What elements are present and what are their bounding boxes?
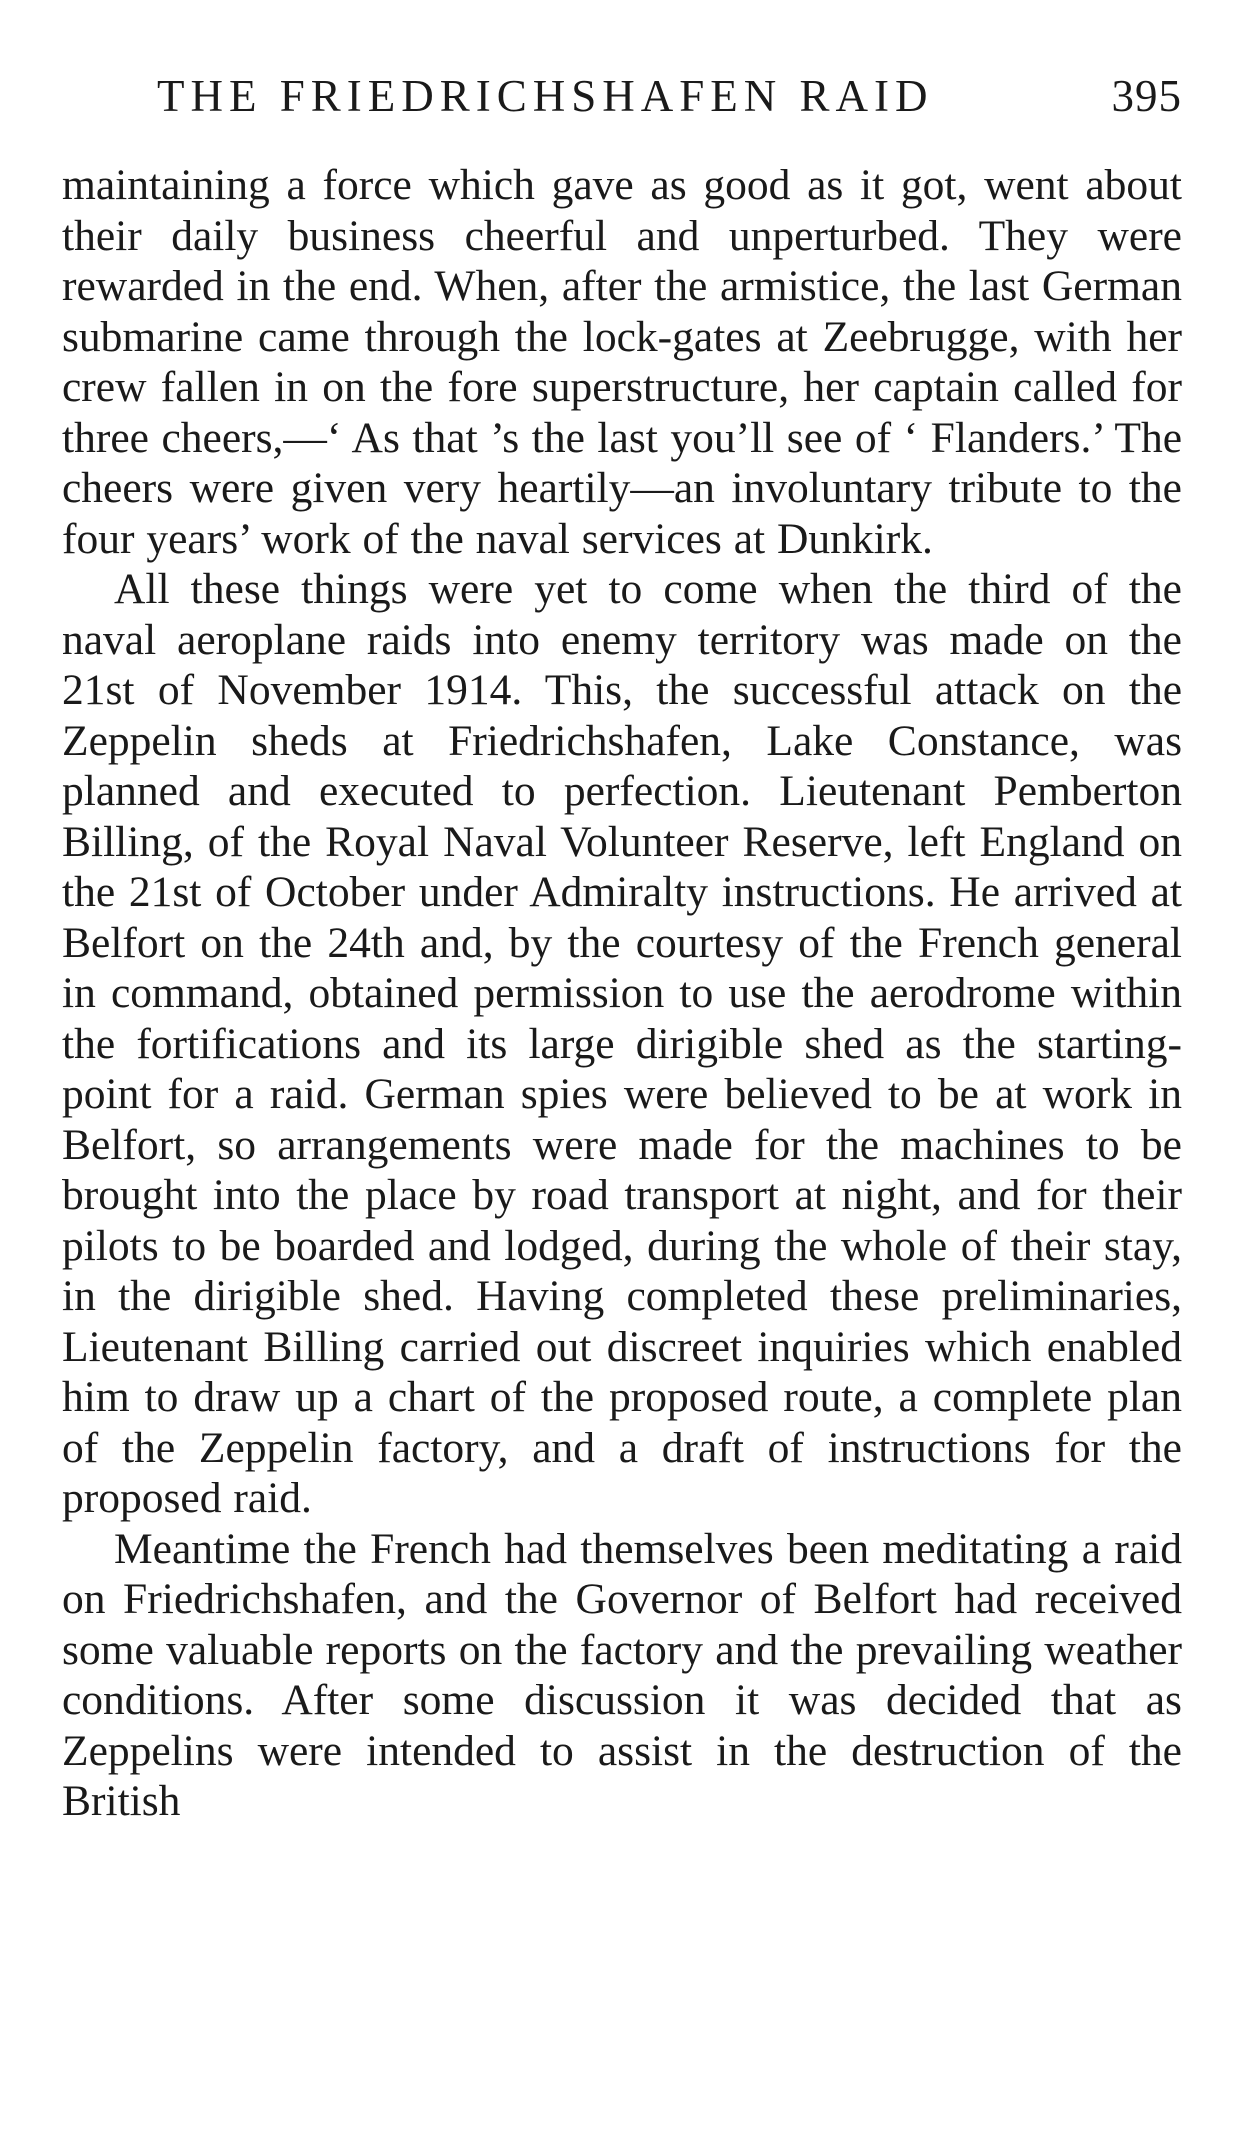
page-number: 395 (1111, 71, 1182, 121)
running-head (62, 70, 1182, 142)
paragraph-continuation: maintaining a force which gave as good as it got, went about their daily business cheerful and unperturbed. They were rewarded in the end. When, after the armistice, the last German submarine came through the lock-gates at Zeebrugge, with her crew fallen in on the fore superstructure, her captain called for three cheers,—‘ As that ’s the last you’ll see of ‘ Flanders.’ The cheers were given very heartily—an involuntary tribute to the four years’ work of the naval services at Dunkirk. (62, 161, 1182, 563)
book-page (62, 70, 1182, 1827)
paragraph-french-plans: Meantime the French had themselves been meditating a raid on Friedrichshafen, and the Governor of Belfort had received some valuable reports on the factory and the prevailing weather conditions. After some discussion it was decided that as Zeppelins were intended to assist in the destruction of the British (62, 1524, 1182, 1825)
paragraph-third-raid: All these things were yet to come when the third of the naval aeroplane raids into enemy territory was made on the 21st of November 1914. This, the successful attack on the Zeppelin sheds at Friedrichshafen, Lake Constance, was planned and executed to perfection. Lieutenant Pemberton Billing, of the Royal Naval Volunteer Reserve, left England on the 21st of October under Admiralty instructions. He arrived at Belfort on the 24th and, by the courtesy of the French general in command, obtained permission to use the aerodrome within the fortifications and its large dirigible shed as the starting-point for a raid. German spies were believed to be at work in Belfort, so arrangements were made for the machines to be brought into the place by road transport at night, and for their pilots to be boarded and lodged, during the whole of their stay, in the dirigible shed. Having completed these preliminaries, Lieutenant Billing carried out discreet inquiries which enabled him to draw up a chart of the proposed route, a complete plan of the Zeppelin factory, and a draft of instructions for the proposed raid. (62, 565, 1182, 1522)
running-title: THE FRIEDRICHSHAFEN RAID (157, 71, 934, 121)
